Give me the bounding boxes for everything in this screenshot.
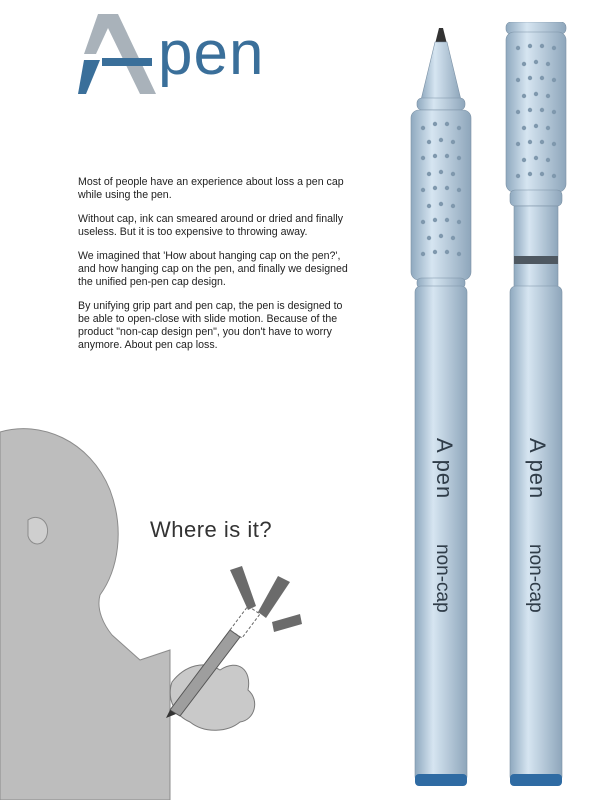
pen-closed [500,22,572,788]
pen-open [405,28,477,788]
illustration-caption: Where is it? [150,517,273,542]
pen-sub-label: non-cap [525,544,546,613]
pen-brand-label: A pen [525,438,550,500]
child-silhouette-illustration [0,420,360,800]
logo-a-mark [78,14,168,94]
pen-sub-label: non-cap [432,544,453,613]
paragraph: By unifying grip part and pen cap, the pen is designed to be able to open-close with slide motion. Because of the product "non-cap design pen", you don't have to worry anymore. About pen cap loss. [78,300,343,351]
brand-logo [78,14,338,94]
paragraph: We imagined that 'How about hanging cap on the pen?', and how hanging cap on the pen, and finally we designed the unified pen-pen cap design. [78,250,348,288]
pen-closed-drawing [500,22,572,788]
pen-brand-label: A pen [432,438,457,500]
description-text [78,176,354,363]
logo-text: pen [158,19,265,88]
paragraph: Most of people have an experience about loss a pen cap while using the pen. [78,176,344,201]
pen-open-drawing [405,28,477,788]
paragraph: Without cap, ink can smeared around or dried and finally useless. But it is too expensive to throwing away. [78,213,343,238]
